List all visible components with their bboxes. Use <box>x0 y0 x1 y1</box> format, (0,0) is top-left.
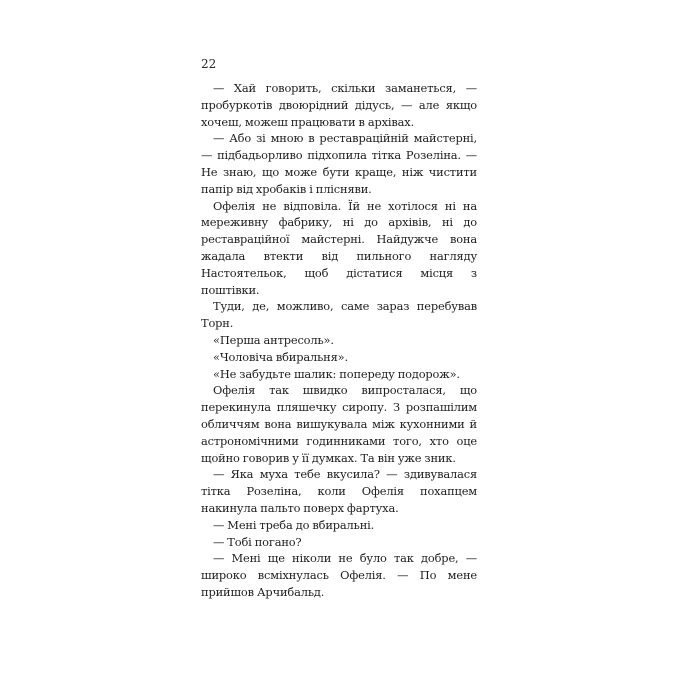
paragraph-1: — Хай говорить, скільки заманеться, — пробуркотів двоюрідний дідусь, — але якщо хочеш, можеш працювати в архівах. <box>201 81 477 129</box>
paragraph-11: — Тобі погано? <box>213 534 302 549</box>
paragraph-12: — Мені ще ніколи не було так добре, — широко всміхнулась Офелія. — По мене прийшов Арчибальд. <box>201 551 477 599</box>
paragraph-6: «Чоловіча вбиральня». <box>213 349 348 364</box>
body-text <box>201 80 477 601</box>
paragraph-8: Офелія так швидко випросталася, що перекинула пляшечку сиропу. З розпашілим обличчям вона вишукувала між кухонними й астрономічними годинниками того, хто оце щойно говорив у її думках. Та він уже зник. <box>201 383 477 465</box>
paragraph-7: «Не забудьте шалик: попереду подорож». <box>213 366 460 381</box>
paragraph-5: «Перша антресоль». <box>213 332 334 347</box>
paragraph-2: — Або зі мною в реставраційній майстерні, — підбадьорливо підхопила тітка Розеліна. — Не знаю, що може бути краще, ніж чистити папір від хробаків і плісняви. <box>201 131 477 196</box>
paragraph-3: Офелія не відповіла. Їй не хотілося ні на мереживну фабрику, ні до архівів, ні до реставраційної майстерні. Найдужче вона жадала втекти від пильного нагляду Настоятельок, щоб дістатися місця з поштівки. <box>201 198 477 297</box>
paragraph-4: Туди, де, можливо, саме зараз перебував Торн. <box>201 299 477 331</box>
paragraph-9: — Яка муха тебе вкусила? — здивувалася тітка Розеліна, коли Офелія похапцем накинула пальто поверх фартуха. <box>201 467 477 515</box>
page-number: 22 <box>201 57 217 71</box>
paragraph-10: — Мені треба до вбиральні. <box>213 517 375 532</box>
